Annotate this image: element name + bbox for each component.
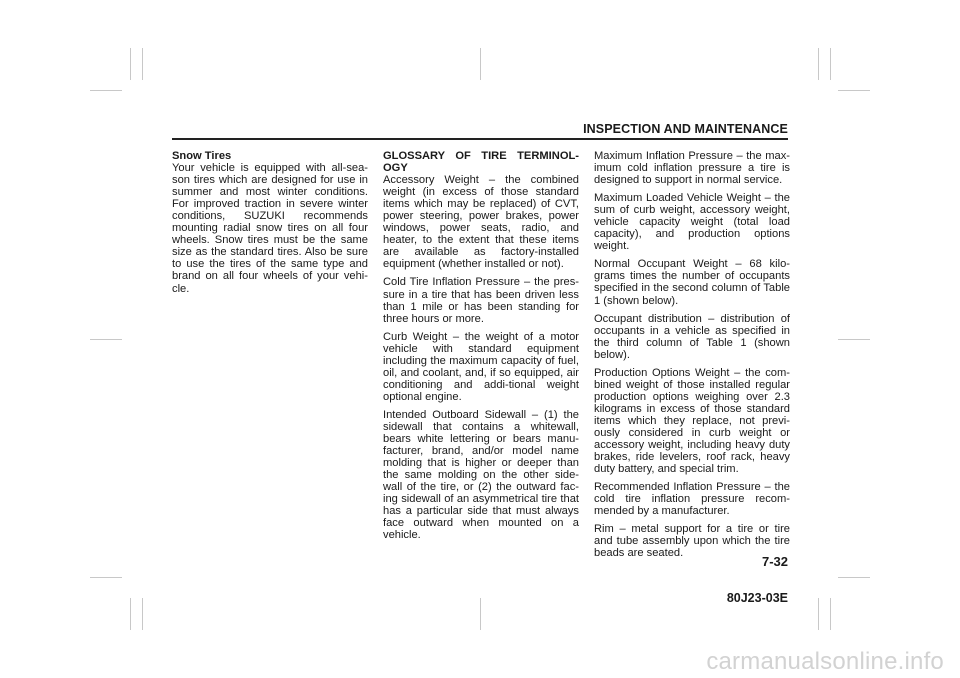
glossary-normal-occupant-weight: Normal Occupant Weight – 68 kilo-grams times the number of occupants specified in the second column of Table 1 (shown below). xyxy=(594,258,790,307)
glossary-occupant-distribution: Occupant distribution – distribution of occupants in a vehicle as specified in the third column of Table 1 (shown below). xyxy=(594,312,790,361)
crop-mark xyxy=(142,48,143,80)
snow-tires-heading: Snow Tires xyxy=(172,150,232,162)
page-number: 7-32 xyxy=(761,554,788,569)
section-title: INSPECTION AND MAINTENANCE xyxy=(583,122,788,136)
column-snow-tires xyxy=(172,150,368,301)
header-rule xyxy=(172,138,788,140)
glossary-maximum-inflation-pressure: Maximum Inflation Pressure – the max-imum cold inflation pressure a tire is designed to support in normal service. xyxy=(594,150,790,187)
crop-mark xyxy=(90,90,122,91)
crop-mark xyxy=(838,339,870,340)
crop-mark xyxy=(130,48,131,80)
document-code: 80J23-03E xyxy=(726,591,788,605)
crop-mark xyxy=(130,598,131,630)
glossary-curb-weight: Curb Weight – the weight of a motor vehicle with standard equipment including the maximum capacity of fuel, oil, and coolant, and, if so equipped, air conditioning and addi-tional weight optional engine. xyxy=(383,330,579,403)
crop-mark xyxy=(830,598,831,630)
crop-mark xyxy=(830,48,831,80)
glossary-production-options-weight: Production Options Weight – the com-bined weight of those installed regular production options weighing over 2.3 kilograms in excess of those standard items which they replace, not previ-ously considered in curb weight or accessory weight, including heavy duty brakes, ride levelers, roof rack, heavy duty battery, and special trim. xyxy=(594,366,790,476)
glossary-accessory-weight: Accessory Weight – the combined weight (in excess of those standard items which may be replaced) of CVT, power steering, power brakes, power windows, power seats, radio, and heater, to the extent that these items are available as factory-installed equipment (whether installed or not). xyxy=(383,174,579,271)
glossary-intended-outboard-sidewall: Intended Outboard Sidewall – (1) the sidewall that contains a whitewall, bears white lettering or bears manu-facturer, brand, and/or model name molding that is higher or deeper than the same molding on the other side-wall of the tire, or (2) the outward fac-ing sidewall of an asymmetrical tire that has a particular side that must always face outward when mounted on a vehicle. xyxy=(383,408,579,542)
crop-mark xyxy=(142,598,143,630)
crop-mark xyxy=(818,598,819,630)
crop-mark xyxy=(818,48,819,80)
column-glossary-continued xyxy=(594,150,790,559)
glossary-heading: GLOSSARY OF TIRE TERMINOL-OGY xyxy=(383,150,579,175)
crop-mark xyxy=(480,48,481,80)
glossary-recommended-inflation-pressure: Recommended Inflation Pressure – the cold tire inflation pressure recom-mended by a manufacturer. xyxy=(594,481,790,518)
crop-mark xyxy=(838,90,870,91)
glossary-cold-tire-inflation-pressure: Cold Tire Inflation Pressure – the pres-sure in a tire that has been driven less than 1 mile or has been standing for three hours or more. xyxy=(383,276,579,325)
column-glossary xyxy=(383,150,579,541)
crop-mark xyxy=(838,577,870,578)
crop-mark xyxy=(480,598,481,630)
glossary-rim: Rim – metal support for a tire or tire and tube assembly upon which the tire beads are seated. xyxy=(594,523,790,560)
crop-mark xyxy=(90,339,122,340)
snow-tires-body: Your vehicle is equipped with all-sea-son tires which are designed for use in summer and most winter conditions. For improved traction in severe winter conditions, SUZUKI recommends mounting radial snow tires on all four wheels. Snow tires must be the same size as the standard tires. Also be sure to use the tires of the same type and brand on all four wheels of your vehi-cle. xyxy=(172,162,368,295)
crop-mark xyxy=(90,577,122,578)
glossary-maximum-loaded-vehicle-weight: Maximum Loaded Vehicle Weight – the sum of curb weight, accessory weight, vehicle capacity weight (total load capacity), and production options weight. xyxy=(594,192,790,253)
watermark: carmanualsonline.info xyxy=(706,648,944,675)
